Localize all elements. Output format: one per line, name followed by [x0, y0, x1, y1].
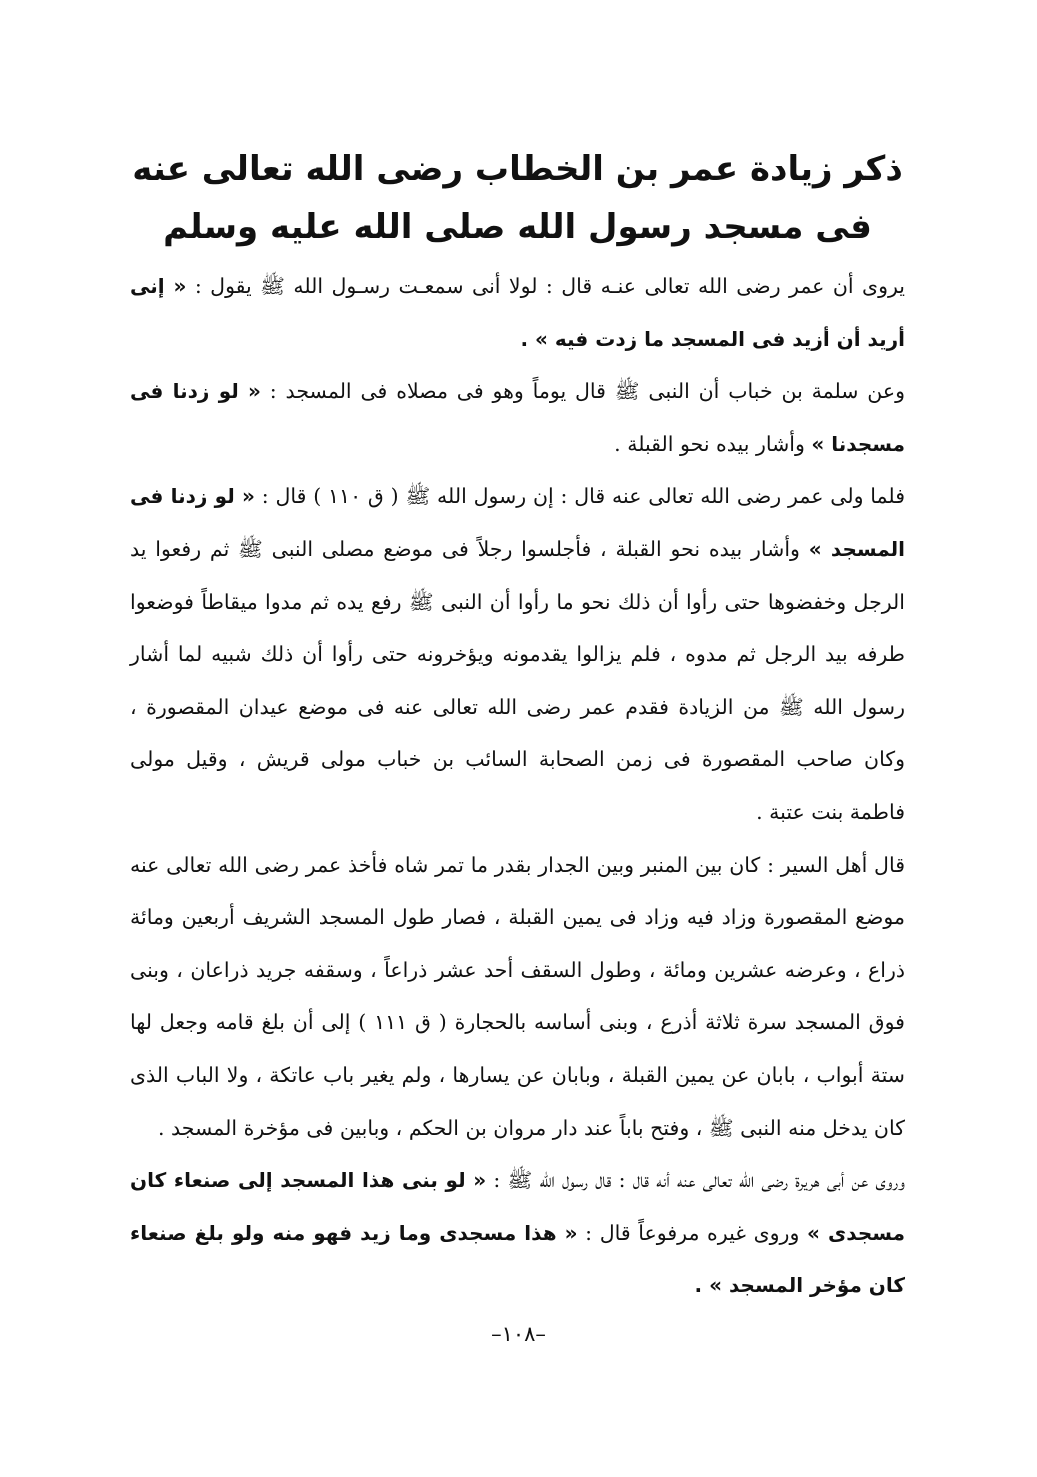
- paragraph-text: وعن سلمة بن خباب أن النبى ﷺ قال يوماً وهو فى مصلاه فى المسجد :: [260, 379, 906, 404]
- paragraph-2: [130, 365, 905, 470]
- paragraph-text: وروى غيره مرفوعاً قال :: [577, 1220, 807, 1245]
- paragraph-text: قال أهل السير : كان بين المنبر وبين الجدار بقدر ما تمر شاه فأخذ عمر رضى الله تعالى عنه موضع المقصورة وزاد فيه وزاد فى يمين القبلة ، فصار طول المسجد الشريف أربعين ومائة ذراع ، وعرضه عشرين ومائة ، وطول السقف أحد عشر ذراعاً ، وسقفه جريد ذراعان ، وبنى فوق المسجد سرة ثلاثة أذرع ، وبنى أساسه بالحجارة ( ق ١١١ ) إلى أن بلغ قامه وجعل لها ستة أبواب ، بابان عن يمين القبلة ، وبابان عن يسارها ، ولم يغير باب عاتكة ، ولا الباب الذى كان يدخل منه النبى ﷺ ، وفتح باباً عند دار مروان بن الحكم ، وبابين فى مؤخرة المسجد .: [130, 852, 905, 1140]
- paragraph-text: وأشار بيده نحو القبلة .: [614, 431, 812, 456]
- paragraph-text: وروى عن أبى هريرة رضى الله تعالى عنه أنه قال : قال رسول الله ﷺ :: [486, 1168, 905, 1193]
- page-number: –١٠٨–: [491, 1322, 546, 1346]
- paragraph-3: [130, 470, 905, 838]
- paragraph-text: يروى أن عمر رضى الله تعالى عنـه قال : لولا أنى سمعـت رسـول الله ﷺ يقول :: [186, 274, 905, 298]
- hadith-quote: « إنى أريد أن أزيد فى المسجد ما زدت فيه » .: [130, 274, 905, 351]
- paragraph-5: [130, 1154, 905, 1312]
- paragraph-4: [130, 839, 905, 1155]
- hadith-quote: « هذا مسجدى وما زيد فهو منه ولو بلغ صنعاء كان مؤخر المسجد » .: [130, 1220, 905, 1298]
- hadith-quote: « لو بنى هذا المسجد إلى صنعاء كان مسجدى »: [130, 1168, 905, 1245]
- chapter-title-line-2: فى مسجد رسول الله صلى الله عليه وسلم: [163, 207, 872, 247]
- chapter-title-line-1: ذكر زيادة عمر بن الخطاب رضى الله تعالى عنه: [132, 149, 903, 189]
- hadith-quote: « لو زدنا فى مسجدنا »: [130, 379, 905, 456]
- paragraph-text: وأشار بيده نحو القبلة ، فأجلسوا رجلاً فى موضع مصلى النبى ﷺ ثم رفعوا يد الرجل وخفضوها حتى رأوا أن ذلك نحو ما رأوا أن النبى ﷺ رفع يده ثم مدوا ميقاطاً فوضعوا طرفه بيد الرجل ثم مدوه ، فلم يزالوا يقدمونه ويؤخرونه حتى رأوا أن ذلك شبيه لما أشار رسول الله ﷺ من الزيادة فقدم عمر رضى الله تعالى عنه فى موضع عيدان المقصورة ، وكان صاحب المقصورة فى زمن الصحابة السائب بن خباب مولى قريش ، وقيل مولى فاطمة بنت عتبة .: [130, 536, 905, 824]
- page-content: [130, 140, 905, 1312]
- paragraph-text: فلما ولى عمر رضى الله تعالى عنه قال : إن رسول الله ﷺ ( ق ١١٠ ) قال :: [254, 484, 905, 509]
- hadith-quote: « لو زدنا فى المسجد »: [130, 484, 905, 561]
- paragraph-1: [130, 260, 905, 365]
- chapter-title: [130, 140, 905, 256]
